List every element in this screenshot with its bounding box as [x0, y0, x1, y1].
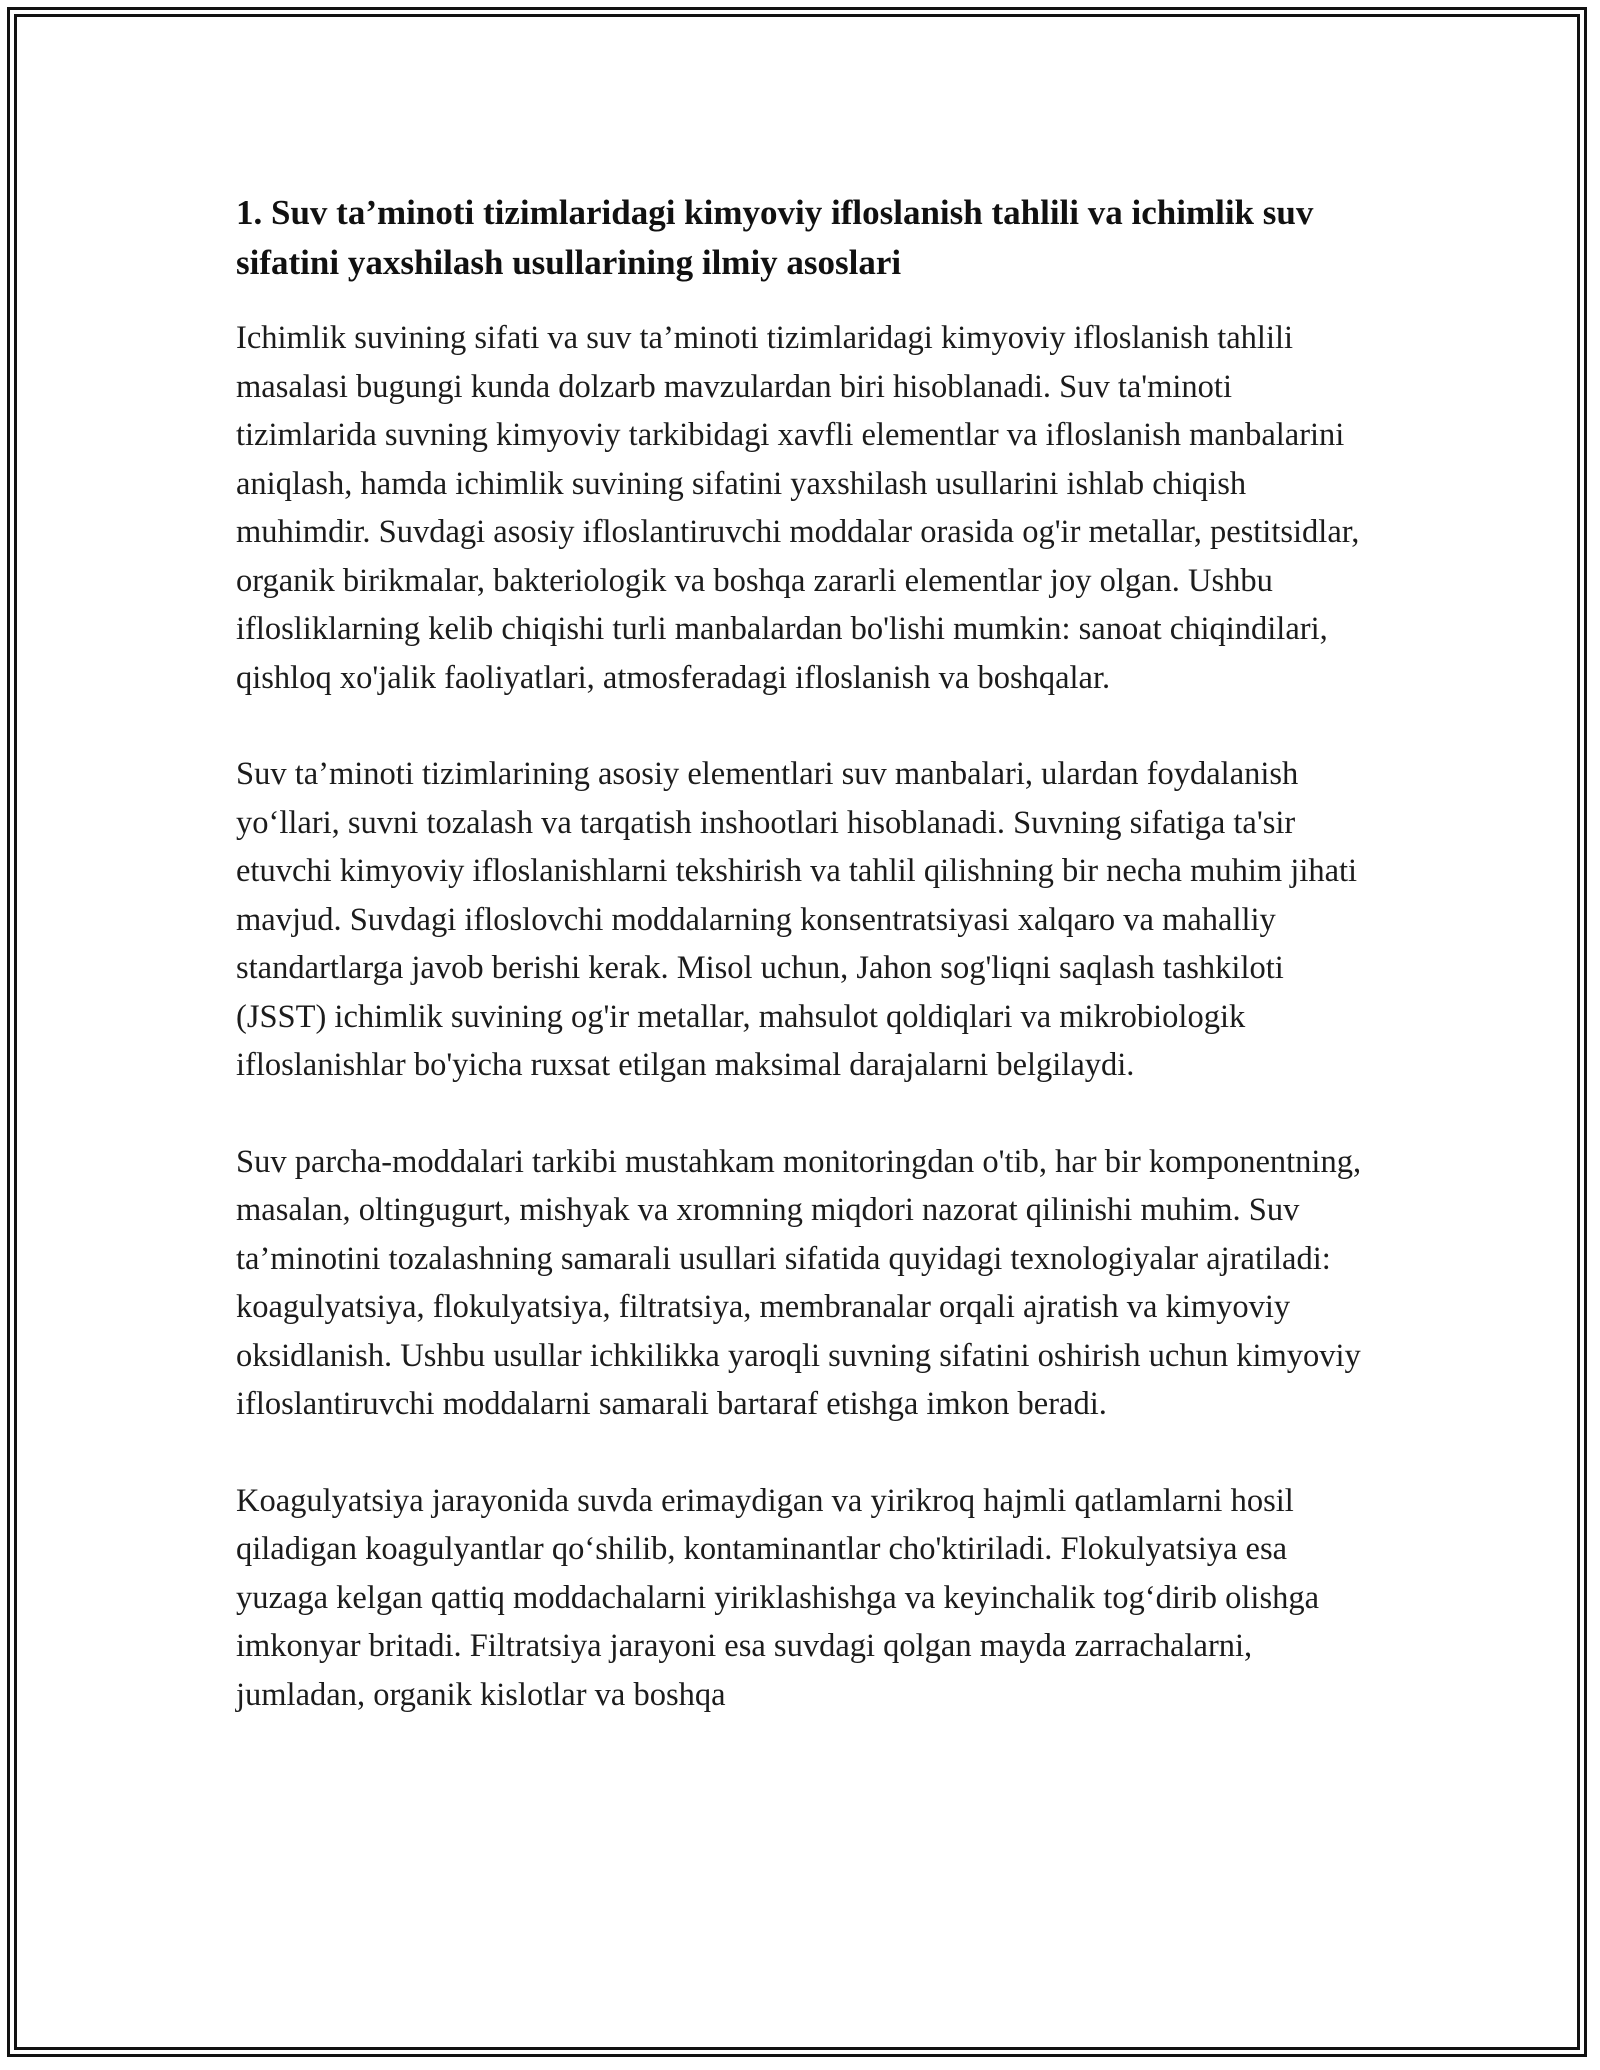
document-body	[236, 188, 1376, 1767]
paragraph-2: Suv ta’minoti tizimlarining asosiy elementlari suv manbalari, ulardan foydalanish yo‘llari, suvni tozalash va tarqatish inshootlari hisoblanadi. Suvning sifatiga ta'sir etuvchi kimyoviy ifloslanishlarni tekshirish va tahlil qilishning bir necha muhim jihati mavjud. Suvdagi ifloslovchi moddalarning konsentratsiyasi xalqaro va mahalliy standartlarga javob berishi kerak. Misol uchun, Jahon sog'liqni saqlash tashkiloti (JSST) ichimlik suvining og'ir metallar, mahsulot qoldiqlari va mikrobiologik ifloslanishlar bo'yicha ruxsat etilgan maksimal darajalarni belgilaydi.	[236, 756, 1358, 1083]
paragraph-1: Ichimlik suvining sifati va suv ta’minoti tizimlaridagi kimyoviy ifloslanish tahlili masalasi bugungi kunda dolzarb mavzulardan biri hisoblanadi. Suv ta'minoti tizimlarida suvning kimyoviy tarkibidagi xavfli elementlar va ifloslanish manbalarini aniqlash, hamda ichimlik suvining sifatini yaxshilash usullarini ishlab chiqish muhimdir. Suvdagi asosiy ifloslantiruvchi moddalar orasida og'ir metallar, pestitsidlar, organik birikmalar, bakteriologik va boshqa zararli elementlar joy olgan. Ushbu iflosliklarning kelib chiqishi turli manbalardan bo'lishi mumkin: sanoat chiqindilari, qishloq xo'jalik faoliyatlari, atmosferadagi ifloslanish va boshqalar.	[236, 320, 1360, 696]
paragraph-3: Suv parcha-moddalari tarkibi mustahkam monitoringdan o'tib, har bir komponentning, masalan, oltingugurt, mishyak va xromning miqdori nazorat qilinishi muhim. Suv ta’minotini tozalashning samarali usullari sifatida quyidagi texnologiyalar ajratiladi: koagulyatsiya, flokulyatsiya, filtratsiya, membranalar orqali ajratish va kimyoviy oksidlanish. Ushbu usullar ichkilikka yaroqli suvning sifatini oshirish uchun kimyoviy ifloslantiruvchi moddalarni samarali bartaraf etishga imkon beradi.	[236, 1143, 1362, 1422]
paragraph-4: Koagulyatsiya jarayonida suvda erimaydigan va yirikroq hajmli qatlamlarni hosil qiladigan koagulyantlar qo‘shilib, kontaminantlar cho'ktiriladi. Flokulyatsiya esa yuzaga kelgan qattiq moddachalarni yiriklashishga va keyinchalik tog‘dirib olishga imkonyar britadi. Filtratsiya jarayoni esa suvdagi qolgan mayda zarrachalarni, jumladan, organik kislotlar va boshqa	[236, 1482, 1320, 1713]
section-heading: 1. Suv ta’minoti tizimlaridagi kimyoviy ifloslanish tahlili va ichimlik suv sifatini yaxshilash usullarining ilmiy asoslari	[236, 193, 1314, 282]
